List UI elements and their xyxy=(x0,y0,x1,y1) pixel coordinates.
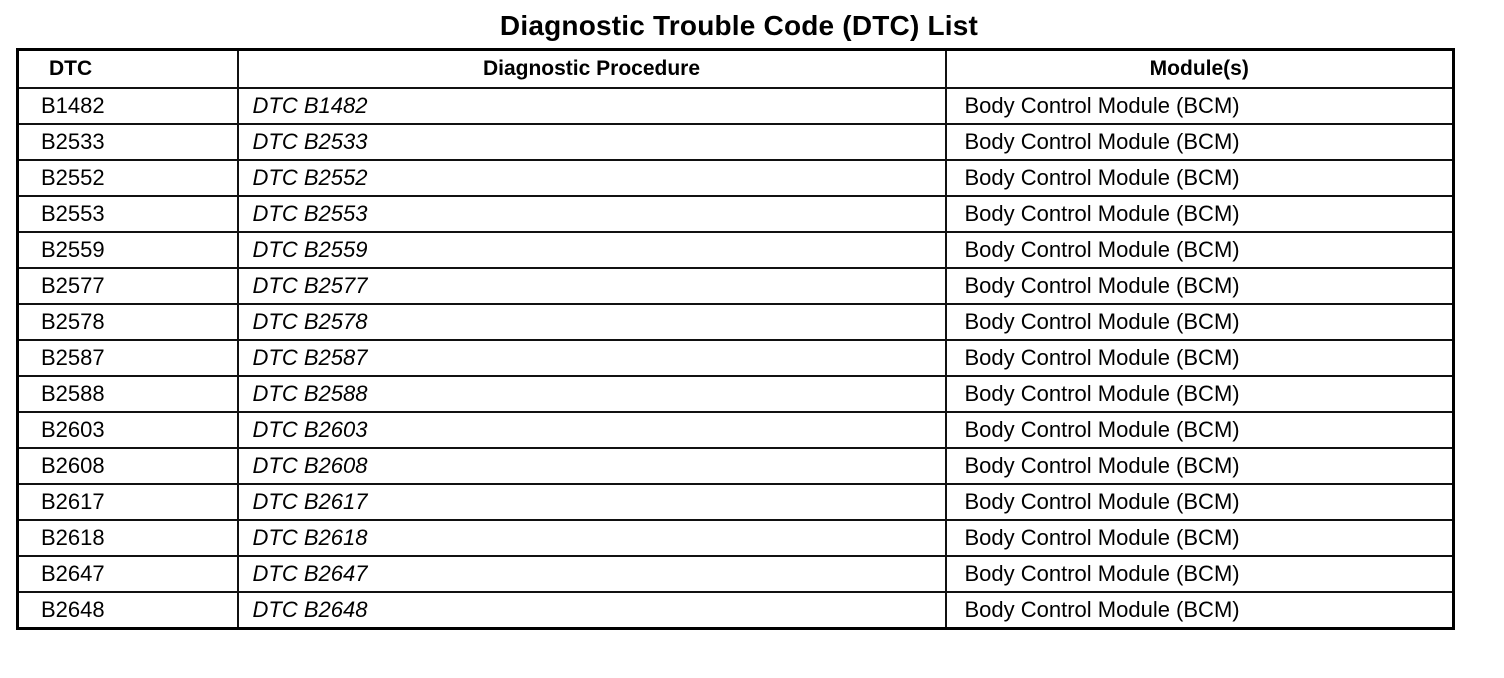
header-row xyxy=(18,50,1454,89)
dtc-code-cell: B2617 xyxy=(18,484,238,520)
diagnostic-procedure-cell: DTC B1482 xyxy=(238,88,946,124)
diagnostic-procedure-cell: DTC B2603 xyxy=(238,412,946,448)
table-row xyxy=(18,484,1454,520)
column-header-module: Module(s) xyxy=(946,50,1454,89)
diagnostic-procedure-cell: DTC B2648 xyxy=(238,592,946,629)
table-row xyxy=(18,448,1454,484)
diagnostic-procedure-cell: DTC B2588 xyxy=(238,376,946,412)
table-row xyxy=(18,196,1454,232)
dtc-code-cell: B2577 xyxy=(18,268,238,304)
diagnostic-procedure-cell: DTC B2553 xyxy=(238,196,946,232)
module-cell: Body Control Module (BCM) xyxy=(946,88,1454,124)
module-cell: Body Control Module (BCM) xyxy=(946,484,1454,520)
module-cell: Body Control Module (BCM) xyxy=(946,376,1454,412)
dtc-code-cell: B2552 xyxy=(18,160,238,196)
table-row xyxy=(18,340,1454,376)
diagnostic-procedure-cell: DTC B2618 xyxy=(238,520,946,556)
dtc-code-cell: B2618 xyxy=(18,520,238,556)
diagnostic-procedure-cell: DTC B2559 xyxy=(238,232,946,268)
table-row xyxy=(18,304,1454,340)
dtc-code-cell: B2553 xyxy=(18,196,238,232)
dtc-code-cell: B2587 xyxy=(18,340,238,376)
module-cell: Body Control Module (BCM) xyxy=(946,592,1454,629)
module-cell: Body Control Module (BCM) xyxy=(946,124,1454,160)
module-cell: Body Control Module (BCM) xyxy=(946,196,1454,232)
module-cell: Body Control Module (BCM) xyxy=(946,160,1454,196)
table-row xyxy=(18,412,1454,448)
column-header-procedure: Diagnostic Procedure xyxy=(238,50,946,89)
dtc-code-cell: B2533 xyxy=(18,124,238,160)
page-title: Diagnostic Trouble Code (DTC) List xyxy=(499,10,979,41)
diagnostic-procedure-cell: DTC B2647 xyxy=(238,556,946,592)
dtc-code-cell: B2603 xyxy=(18,412,238,448)
column-header-dtc: DTC xyxy=(18,50,238,89)
module-cell: Body Control Module (BCM) xyxy=(946,232,1454,268)
module-cell: Body Control Module (BCM) xyxy=(946,268,1454,304)
table-header xyxy=(18,50,1454,89)
module-cell: Body Control Module (BCM) xyxy=(946,556,1454,592)
diagnostic-procedure-cell: DTC B2577 xyxy=(238,268,946,304)
dtc-table xyxy=(16,48,1455,630)
dtc-code-cell: B2559 xyxy=(18,232,238,268)
diagnostic-procedure-cell: DTC B2587 xyxy=(238,340,946,376)
module-cell: Body Control Module (BCM) xyxy=(946,448,1454,484)
dtc-code-cell: B1482 xyxy=(18,88,238,124)
diagnostic-procedure-cell: DTC B2578 xyxy=(238,304,946,340)
diagnostic-procedure-cell: DTC B2608 xyxy=(238,448,946,484)
table-row xyxy=(18,520,1454,556)
table-row xyxy=(18,160,1454,196)
dtc-code-cell: B2608 xyxy=(18,448,238,484)
module-cell: Body Control Module (BCM) xyxy=(946,520,1454,556)
module-cell: Body Control Module (BCM) xyxy=(946,412,1454,448)
dtc-code-cell: B2648 xyxy=(18,592,238,629)
table-row xyxy=(18,592,1454,629)
table-row xyxy=(18,232,1454,268)
module-cell: Body Control Module (BCM) xyxy=(946,340,1454,376)
dtc-code-cell: B2578 xyxy=(18,304,238,340)
module-cell: Body Control Module (BCM) xyxy=(946,304,1454,340)
table-row xyxy=(18,124,1454,160)
dtc-code-cell: B2647 xyxy=(18,556,238,592)
table-body xyxy=(18,88,1454,629)
table-row xyxy=(18,376,1454,412)
diagnostic-procedure-cell: DTC B2552 xyxy=(238,160,946,196)
table-row xyxy=(18,556,1454,592)
diagnostic-procedure-cell: DTC B2617 xyxy=(238,484,946,520)
diagnostic-procedure-cell: DTC B2533 xyxy=(238,124,946,160)
dtc-code-cell: B2588 xyxy=(18,376,238,412)
table-row xyxy=(18,88,1454,124)
table-row xyxy=(18,268,1454,304)
